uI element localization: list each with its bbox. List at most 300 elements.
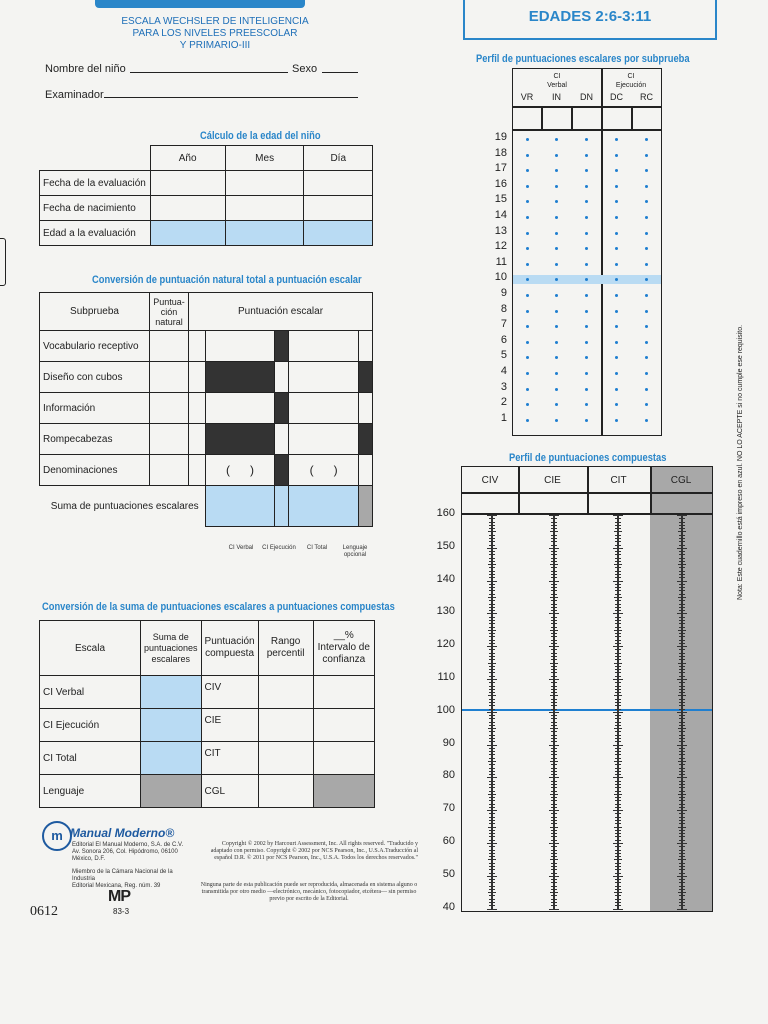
input-cell[interactable] (313, 742, 374, 775)
scale-tick (550, 695, 558, 696)
score-dot[interactable] (615, 138, 618, 141)
score-dot[interactable] (615, 232, 618, 235)
scale-tick (489, 823, 495, 824)
score-dot[interactable] (645, 263, 648, 266)
scale-tick (489, 754, 495, 755)
member-line: Miembro de la Cámara Nacional de la Industria (72, 869, 173, 882)
input-cell[interactable] (150, 424, 189, 455)
scale-tick (551, 725, 557, 726)
score-dot[interactable] (526, 341, 529, 344)
scale-tick (615, 797, 621, 798)
scale-tick (613, 515, 623, 516)
score-dot[interactable] (585, 372, 588, 375)
score-dot[interactable] (615, 356, 618, 359)
score-dot[interactable] (526, 232, 529, 235)
score-dot[interactable] (555, 200, 558, 203)
score-dot[interactable] (645, 325, 648, 328)
scale-tick (613, 876, 623, 877)
scale-tick (487, 876, 497, 877)
scale-tick (615, 627, 621, 628)
score-dot[interactable] (526, 310, 529, 313)
input-cell[interactable] (189, 331, 206, 362)
input-cell[interactable] (141, 742, 202, 775)
score-dot[interactable] (585, 294, 588, 297)
input-cell (205, 424, 275, 455)
score-dot[interactable] (526, 372, 529, 375)
scale-tick (489, 672, 495, 673)
input-cell[interactable] (289, 362, 359, 393)
scale-tick (679, 558, 685, 559)
score-dot[interactable] (645, 356, 648, 359)
scale-tick (551, 833, 557, 834)
scale-tick (551, 590, 557, 591)
code-cell[interactable]: CGL (201, 775, 258, 808)
input-cell[interactable] (150, 196, 225, 221)
score-dot[interactable] (526, 325, 529, 328)
score-dot[interactable] (585, 154, 588, 157)
scale-tick (551, 640, 557, 641)
scale-tick (677, 515, 687, 516)
score-dot[interactable] (645, 310, 648, 313)
scale-tick (549, 581, 559, 582)
input-cell[interactable] (205, 331, 275, 362)
scale-tick (678, 892, 686, 893)
scale-tick (679, 866, 685, 867)
score-dot[interactable] (585, 325, 588, 328)
scale-label: 13 (494, 224, 507, 237)
input-cell (275, 393, 289, 424)
scale-tick (551, 617, 557, 618)
scale-tick (551, 676, 557, 677)
score-dot[interactable] (645, 341, 648, 344)
score-dot[interactable] (555, 356, 558, 359)
score-dot[interactable] (645, 419, 648, 422)
input-cell[interactable] (289, 331, 359, 362)
input-cell[interactable] (150, 362, 189, 393)
input-cell[interactable] (359, 393, 373, 424)
scale-tick (551, 656, 557, 657)
scale-label: 10 (494, 271, 507, 284)
scale-tick (489, 804, 495, 805)
input-cell[interactable] (225, 196, 304, 221)
scale-tick (489, 725, 495, 726)
member-line: Editorial Mexicana, Reg. núm. 39 (72, 883, 161, 889)
score-dot[interactable] (615, 403, 618, 406)
scale-tick (549, 712, 559, 713)
input-cell[interactable] (150, 221, 225, 246)
input-cell[interactable] (304, 221, 373, 246)
examinador-label: Examinador (45, 89, 104, 101)
scale-tick (549, 876, 559, 877)
paren-cell[interactable]: ( ) (205, 455, 275, 486)
scale-tick (551, 741, 557, 742)
score-dot[interactable] (555, 247, 558, 250)
scale-tick (551, 895, 557, 896)
score-dot[interactable] (645, 200, 648, 203)
input-cell[interactable] (189, 424, 206, 455)
scale-tick (679, 797, 685, 798)
score-dot[interactable] (585, 403, 588, 406)
col-rc: RC (640, 92, 653, 102)
scale-tick (489, 541, 495, 542)
scale-tick (551, 879, 557, 880)
score-dot[interactable] (615, 341, 618, 344)
score-dot[interactable] (585, 356, 588, 359)
score-dot[interactable] (615, 154, 618, 157)
scale-tick (551, 627, 557, 628)
scale-tick (489, 850, 495, 851)
score-dot[interactable] (555, 294, 558, 297)
scale-tick (489, 600, 495, 601)
col-ano: Año (150, 146, 225, 171)
row-label: CI Ejecución (40, 709, 141, 742)
scale-label: 2 (500, 396, 507, 409)
score-dot[interactable] (526, 216, 529, 219)
score-dot[interactable] (615, 294, 618, 297)
paren-cell[interactable]: ( ) (289, 455, 359, 486)
examinador-line[interactable] (104, 97, 358, 98)
score-dot[interactable] (555, 185, 558, 188)
suma-cell[interactable] (205, 486, 275, 527)
score-dot[interactable] (526, 247, 529, 250)
scale-tick (489, 610, 495, 611)
scale-label: 15 (494, 193, 507, 206)
col-in: IN (552, 92, 561, 102)
score-dot[interactable] (615, 200, 618, 203)
score-dot[interactable] (645, 216, 648, 219)
score-dot[interactable] (645, 372, 648, 375)
scale-tick (615, 689, 621, 690)
scale-tick (615, 659, 621, 660)
scale-tick (678, 761, 686, 762)
row-label: Fecha de nacimiento (40, 196, 151, 221)
scale-label: 9 (500, 287, 507, 299)
scale-tick (551, 672, 557, 673)
scale-tick (615, 604, 621, 605)
sexo-label: Sexo (292, 63, 318, 75)
scale-tick (679, 528, 685, 529)
input-cell[interactable] (275, 362, 289, 393)
scale-tick (679, 649, 685, 650)
side-note: Nota: Este cuadernillo está impreso en azul. NO LO ACEPTE si no cumple ese requisito. (737, 324, 744, 600)
scale-tick (489, 882, 495, 883)
scale-tick (489, 735, 495, 736)
input-cell[interactable] (289, 424, 359, 455)
score-dot[interactable] (615, 325, 618, 328)
score-dot[interactable] (555, 169, 558, 172)
score-dot[interactable] (555, 138, 558, 141)
score-dot[interactable] (555, 232, 558, 235)
scale-tick (489, 879, 495, 880)
scale-tick (615, 715, 621, 716)
scale-tick (679, 823, 685, 824)
code-cell[interactable]: CIE (201, 709, 258, 742)
scale-tick (679, 840, 685, 841)
scale-tick (679, 584, 685, 585)
score-dot[interactable] (615, 216, 618, 219)
nombre-line[interactable] (130, 72, 288, 73)
input-cell (141, 775, 202, 808)
score-dot[interactable] (555, 403, 558, 406)
scale-tick (615, 895, 621, 896)
scale-tick (551, 522, 557, 523)
scale-tick (489, 856, 495, 857)
foot-label: CI Ejecución (262, 545, 296, 551)
input-cell[interactable] (304, 171, 373, 196)
scale-tick (615, 807, 621, 808)
scale-tick (488, 597, 496, 598)
scale-tick (551, 850, 557, 851)
col-cie: CIE (544, 475, 561, 486)
scale-tick (489, 558, 495, 559)
scale-tick (551, 518, 557, 519)
scale-tick (679, 620, 685, 621)
score-dot[interactable] (555, 341, 558, 344)
score-dot[interactable] (555, 372, 558, 375)
score-dot[interactable] (585, 185, 588, 188)
edad-table (39, 145, 373, 246)
scale-tick (615, 617, 621, 618)
input-cell[interactable] (313, 709, 374, 742)
score-dot[interactable] (555, 310, 558, 313)
score-dot[interactable] (585, 200, 588, 203)
scale-tick (551, 823, 557, 824)
score-dot[interactable] (526, 263, 529, 266)
score-dot[interactable] (555, 154, 558, 157)
perfil-subprueba-frame (512, 68, 662, 436)
scale-tick (489, 567, 495, 568)
scale-tick (679, 590, 685, 591)
input-cell[interactable] (141, 709, 202, 742)
score-dot[interactable] (615, 185, 618, 188)
score-dot[interactable] (615, 419, 618, 422)
score-dot[interactable] (555, 216, 558, 219)
scale-tick (489, 863, 495, 864)
input-cell[interactable] (225, 221, 304, 246)
scale-tick (679, 817, 685, 818)
sexo-line[interactable] (322, 72, 358, 73)
code-cell[interactable]: CIV (201, 676, 258, 709)
scale-tick (489, 561, 495, 562)
scale-tick (551, 584, 557, 585)
suma-cell[interactable] (275, 486, 289, 527)
scale-tick (615, 653, 621, 654)
suma-cell[interactable] (359, 486, 373, 527)
scale-tick (551, 551, 557, 552)
scale-tick (615, 577, 621, 578)
score-dot[interactable] (615, 372, 618, 375)
scale-tick (679, 902, 685, 903)
col-suma: Suma de puntuaciones escalares (141, 621, 202, 676)
input-cell[interactable] (275, 424, 289, 455)
input-cell[interactable] (304, 196, 373, 221)
input-cell[interactable] (359, 455, 373, 486)
scale-tick (679, 633, 685, 634)
scale-tick (615, 607, 621, 608)
input-cell[interactable] (258, 709, 313, 742)
score-dot[interactable] (526, 200, 529, 203)
score-dot[interactable] (585, 169, 588, 172)
score-dot[interactable] (645, 294, 648, 297)
score-dot[interactable] (645, 403, 648, 406)
input-cell[interactable] (313, 676, 374, 709)
scale-tick (489, 741, 495, 742)
scale-tick (679, 525, 685, 526)
score-dot[interactable] (526, 154, 529, 157)
scale-tick (679, 587, 685, 588)
scale-label: 80 (442, 769, 455, 782)
input-cell[interactable] (189, 362, 206, 393)
suma-cell[interactable] (289, 486, 359, 527)
scale-tick (489, 538, 495, 539)
score-dot[interactable] (585, 310, 588, 313)
score-dot[interactable] (526, 294, 529, 297)
input-cell[interactable] (258, 676, 313, 709)
input-cell[interactable] (205, 393, 275, 424)
scale-tick (489, 535, 495, 536)
publisher-name: Manual Moderno® (70, 826, 175, 840)
scale-tick (487, 843, 497, 844)
score-dot[interactable] (555, 388, 558, 391)
address-line: México, D.F. (72, 856, 106, 862)
scale-label: 160 (436, 507, 455, 519)
scale-tick (614, 531, 622, 532)
scale-tick (489, 718, 495, 719)
scale-tick (489, 554, 495, 555)
code-cell[interactable]: CIT (201, 742, 258, 775)
input-cell[interactable] (150, 455, 189, 486)
input-cell[interactable] (150, 393, 189, 424)
scale-tick (614, 794, 622, 795)
scale-tick (551, 771, 557, 772)
score-dot[interactable] (585, 341, 588, 344)
input-cell[interactable] (225, 171, 304, 196)
col-percentil: Rango percentil (258, 621, 313, 676)
score-dot[interactable] (555, 263, 558, 266)
scale-tick (679, 571, 685, 572)
score-dot[interactable] (615, 263, 618, 266)
col-dn: DN (580, 92, 593, 102)
score-dot[interactable] (526, 388, 529, 391)
score-dot[interactable] (585, 419, 588, 422)
scale-tick (551, 620, 557, 621)
perfil-compuestas-title: Perfil de puntuaciones compuestas (509, 452, 667, 464)
score-dot[interactable] (526, 403, 529, 406)
scale-label: 130 (436, 605, 455, 618)
score-dot[interactable] (585, 216, 588, 219)
score-dot[interactable] (555, 325, 558, 328)
score-dot[interactable] (585, 247, 588, 250)
score-dot[interactable] (645, 388, 648, 391)
scale-tick (549, 515, 559, 516)
scale-tick (613, 581, 623, 582)
scale-tick (677, 646, 687, 647)
scale-tick (549, 646, 559, 647)
score-dot[interactable] (526, 356, 529, 359)
score-dot[interactable] (585, 138, 588, 141)
scale-tick (615, 666, 621, 667)
scale-tick (551, 610, 557, 611)
score-dot[interactable] (615, 169, 618, 172)
score-dot[interactable] (585, 263, 588, 266)
score-dot[interactable] (526, 185, 529, 188)
score-dot[interactable] (645, 185, 648, 188)
scale-tick (551, 817, 557, 818)
scale-tick (679, 873, 685, 874)
score-dot[interactable] (585, 232, 588, 235)
input-cell[interactable] (289, 393, 359, 424)
scale-tick (615, 590, 621, 591)
input-cell (313, 775, 374, 808)
score-dot[interactable] (526, 419, 529, 422)
scale-label: 11 (495, 255, 507, 268)
scale-tick (550, 597, 558, 598)
input-cell[interactable] (189, 393, 206, 424)
input-cell[interactable] (189, 455, 206, 486)
scale-tick (679, 748, 685, 749)
scale-tick (679, 804, 685, 805)
scale-tick (615, 774, 621, 775)
scale-tick (679, 623, 685, 624)
address-line: Editorial El Manual Moderno, S.A. de C.V. (72, 842, 184, 848)
score-dot[interactable] (526, 169, 529, 172)
scale-tick (551, 873, 557, 874)
scale-tick (679, 610, 685, 611)
col-subprueba: Subprueba (40, 293, 150, 331)
input-cell[interactable] (258, 742, 313, 775)
group-label-ejecucion: CI Ejecución (615, 73, 647, 89)
scale-tick (679, 905, 685, 906)
scale-tick (614, 892, 622, 893)
scale-tick (615, 620, 621, 621)
scale-tick (549, 745, 559, 746)
scale-tick (489, 518, 495, 519)
score-dot[interactable] (615, 388, 618, 391)
conversion-table (39, 292, 373, 527)
scale-tick (489, 640, 495, 641)
score-dot[interactable] (645, 154, 648, 157)
row-label: Edad a la evaluación (40, 221, 151, 246)
input-cell[interactable] (258, 775, 313, 808)
score-dot[interactable] (645, 247, 648, 250)
input-cell[interactable] (141, 676, 202, 709)
scale-tick (679, 574, 685, 575)
scale-tick (679, 718, 685, 719)
scale-tick (615, 535, 621, 536)
score-dot[interactable] (615, 310, 618, 313)
scale-tick (489, 791, 495, 792)
scale-tick (551, 791, 557, 792)
input-cell[interactable] (150, 331, 189, 362)
score-dot[interactable] (645, 232, 648, 235)
scale-tick (489, 771, 495, 772)
scale-tick (489, 846, 495, 847)
input-cell[interactable] (359, 331, 373, 362)
score-dot[interactable] (645, 169, 648, 172)
scale-tick (679, 879, 685, 880)
score-dot[interactable] (526, 138, 529, 141)
score-dot[interactable] (585, 388, 588, 391)
scale-tick (679, 722, 685, 723)
score-dot[interactable] (645, 138, 648, 141)
scale-tick (615, 882, 621, 883)
scale-tick (615, 649, 621, 650)
input-cell[interactable] (150, 171, 225, 196)
score-dot[interactable] (555, 419, 558, 422)
score-dot[interactable] (615, 247, 618, 250)
scale-tick (615, 640, 621, 641)
scale-tick (489, 784, 495, 785)
